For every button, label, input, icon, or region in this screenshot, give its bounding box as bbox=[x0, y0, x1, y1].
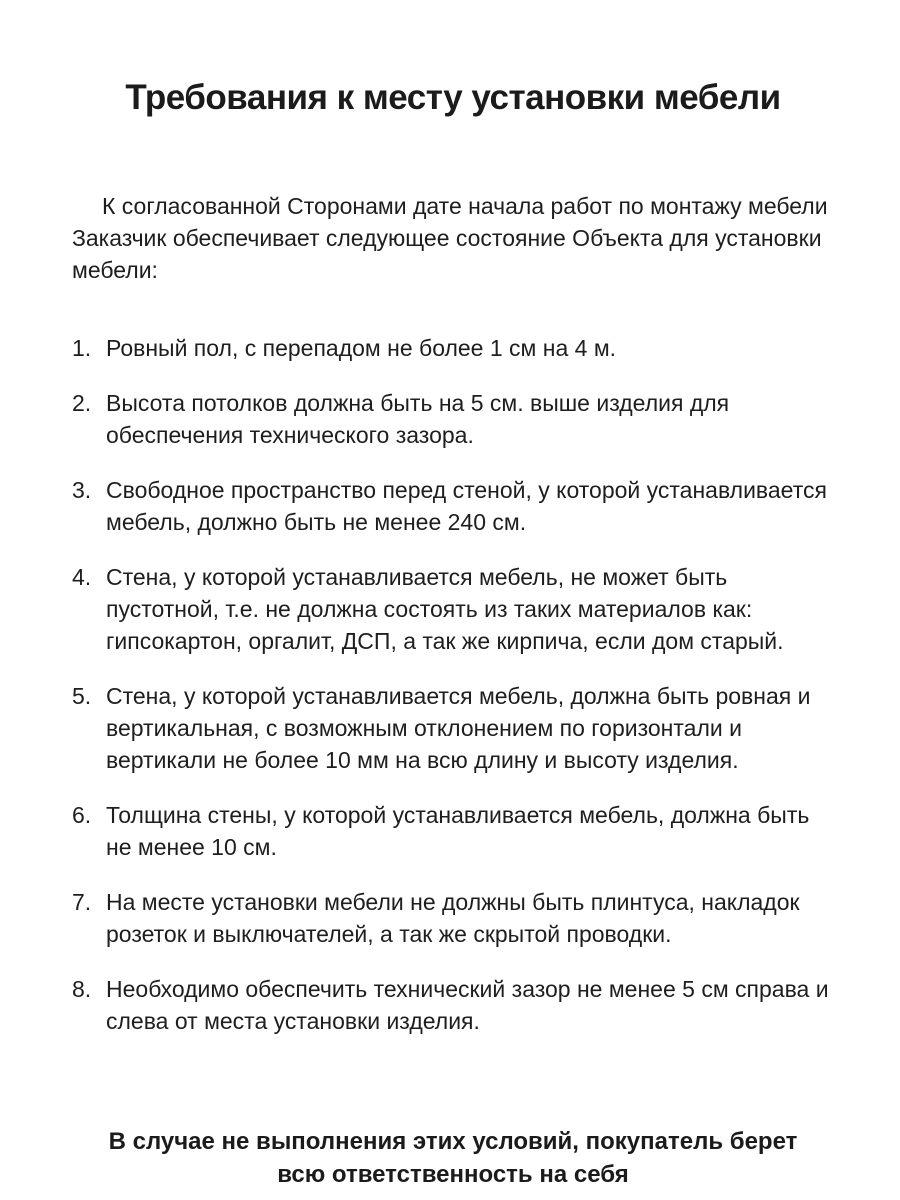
list-item-number: 5. bbox=[72, 683, 92, 709]
list-item-number: 6. bbox=[72, 802, 92, 828]
requirements-list bbox=[72, 332, 834, 1037]
list-item bbox=[72, 680, 834, 776]
list-item-text: Свободное пространство перед стеной, у которой устанавливается мебель, должно быть не менее 240 см. bbox=[106, 477, 827, 535]
list-item-number: 3. bbox=[72, 477, 92, 503]
list-item-text: Высота потолков должна быть на 5 см. выше изделия для обеспечения технического зазора. bbox=[106, 390, 730, 448]
list-item-text: Стена, у которой устанавливается мебель, должна быть ровная и вертикальная, с возможным отклонением по горизонтали и вертикали не более 10 мм на всю длину и высоту изделия. bbox=[106, 683, 811, 773]
list-item bbox=[72, 886, 834, 950]
list-item-number: 2. bbox=[72, 390, 92, 416]
page-title: Требования к месту установки мебели bbox=[125, 78, 781, 117]
list-item-number: 7. bbox=[72, 889, 92, 915]
list-item-text: Необходимо обеспечить технический зазор не менее 5 см справа и слева от места установки изделия. bbox=[106, 976, 829, 1034]
list-item-text: На месте установки мебели не должны быть плинтуса, накладок розеток и выключателей, а так же скрытой проводки. bbox=[106, 889, 800, 947]
footer-disclaimer: В случае не выполнения этих условий, покупатель берет всю ответственность на себя bbox=[108, 1128, 798, 1188]
list-item bbox=[72, 387, 834, 451]
list-item-number: 8. bbox=[72, 976, 92, 1002]
list-item-text: Ровный пол, с перепадом не более 1 см на 4 м. bbox=[106, 335, 617, 361]
list-item bbox=[72, 973, 834, 1037]
list-item bbox=[72, 474, 834, 538]
list-item bbox=[72, 799, 834, 863]
intro-paragraph: К согласованной Сторонами дате начала работ по монтажу мебели Заказчик обеспечивает следующее состояние Объекта для установки мебели: bbox=[72, 193, 828, 283]
list-item-text: Толщина стены, у которой устанавливается мебель, должна быть не менее 10 см. bbox=[106, 802, 810, 860]
list-item-number: 1. bbox=[72, 335, 92, 361]
list-item bbox=[72, 332, 834, 364]
list-item bbox=[72, 561, 834, 657]
list-item-text: Стена, у которой устанавливается мебель, не может быть пустотной, т.е. не должна состоять из таких материалов как: гипсокартон, оргалит, ДСП, а так же кирпича, если дом старый. bbox=[106, 564, 784, 654]
list-item-number: 4. bbox=[72, 564, 92, 590]
